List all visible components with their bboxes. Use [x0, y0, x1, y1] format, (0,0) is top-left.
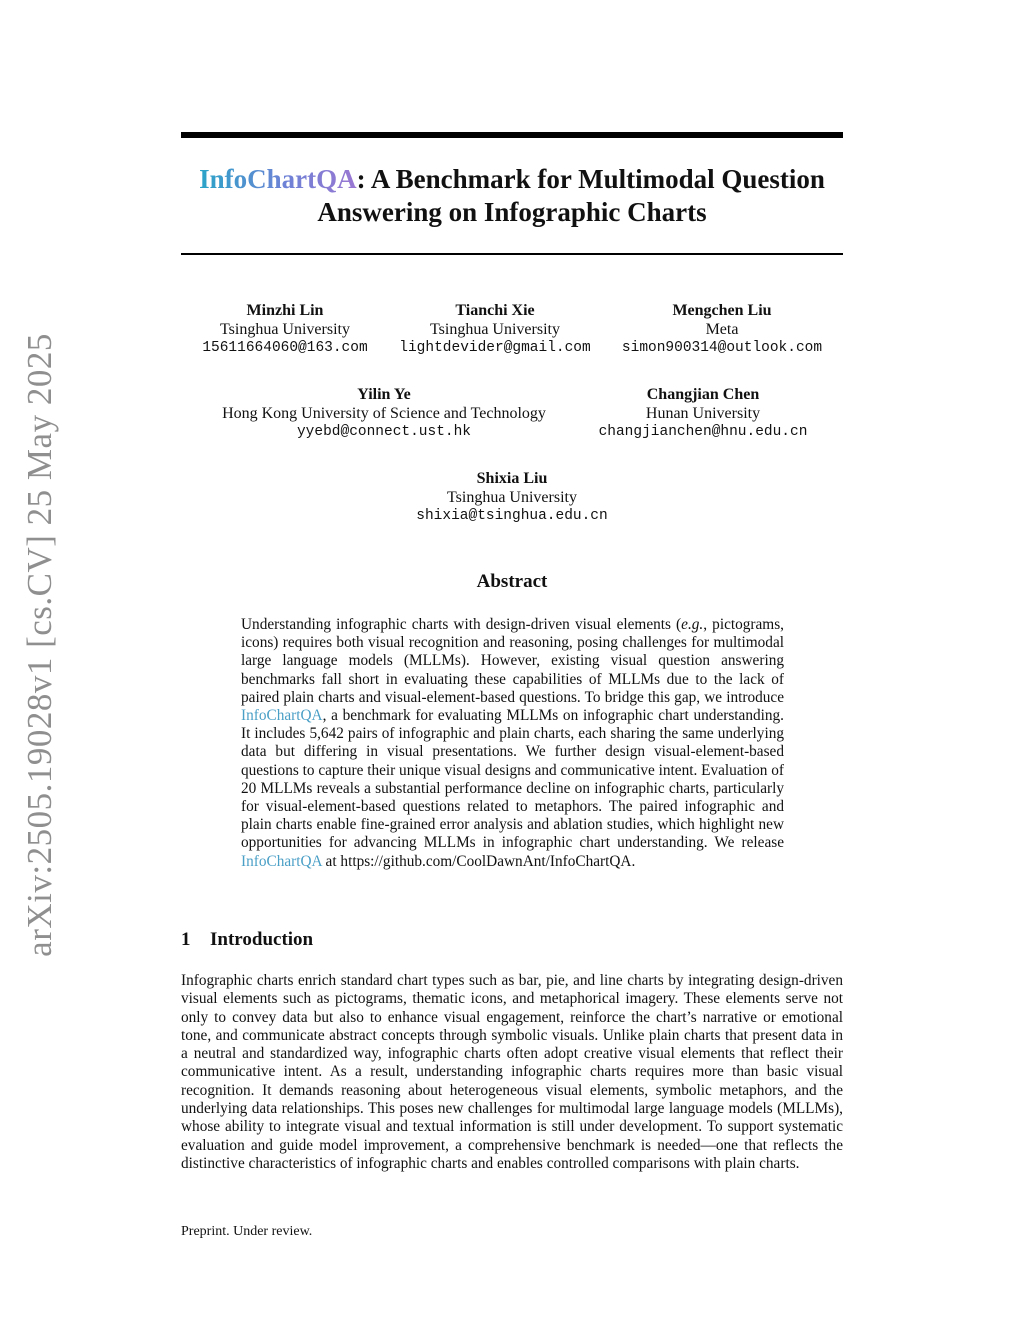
author-name: Yilin Ye — [357, 386, 411, 403]
infochartqa-link[interactable]: InfoChartQA — [241, 852, 322, 870]
paper-title — [181, 163, 843, 229]
author-name: Tianchi Xie — [455, 302, 535, 319]
author-affiliation: Tsinghua University — [447, 489, 577, 506]
footer-note: Preprint. Under review. — [181, 1224, 313, 1239]
introduction-paragraph: Infographic charts enrich standard chart types such as bar, pie, and line charts by integrating design-driven visual elements such as pictograms, thematic icons, and metaphorical imagery. These elements serve not only to convey data but also to enhance visual engagement, reinforce the chart’s narrative or emotional tone, and communicate abstract concepts through symbolic visuals. Unlike plain charts that present data in a neutral and standardized way, infographic charts often adopt creative visual elements that reflect their communicative intent. As a result, understanding infographic charts requires more than basic visual recognition. It demands reasoning about heterogeneous visual elements, symbolic metaphors, and the underlying data relationships. This poses new challenges for multimodal large language models (MLLMs), whose ability to integrate visual and textual information is still under development. To support systematic evaluation and guide model improvement, a comprehensive benchmark is needed—one that reflects the distinctive characteristics of infographic charts and enables controlled comparisons with plain charts. — [181, 972, 843, 1172]
infochartqa-link[interactable]: InfoChartQA — [241, 707, 323, 725]
author-affiliation: Tsinghua University — [220, 321, 350, 338]
author-email: yyebd@connect.ust.hk — [296, 424, 472, 440]
author-email: simon900314@outlook.com — [621, 340, 823, 356]
author-block — [392, 469, 632, 526]
author-block — [612, 301, 832, 358]
title-line2: Answering on Infographic Charts — [317, 197, 707, 227]
author-affiliation: Hunan University — [645, 405, 761, 422]
arxiv-stamp-text: arXiv:2505.19028v1 [cs.CV] 25 May 2025 — [20, 333, 59, 957]
author-block — [200, 385, 568, 442]
section-number: 1 — [181, 929, 191, 950]
author-email: 15611664060@163.com — [202, 340, 368, 356]
title-rule-bottom — [181, 253, 843, 255]
abstract-body: Understanding infographic charts with design-driven visual elements (e.g., pictograms, icons) requires both visual recognition and reasoning, posing challenges for multimodal large language models (MLLMs). However, existing visual question answering benchmarks fall short in evaluating these capabilities of MLLMs due to the lack of paired plain charts and visual-element-based questions. To bridge this gap, we introduce InfoChartQA, a benchmark for evaluating MLLMs on infographic chart understanding. It includes 5,642 pairs of infographic and plain charts, each sharing the same underlying data but differing in visual presentations. We further design visual-element-based questions to capture their unique visual designs and communicative intent. Evaluation of 20 MLLMs reveals a substantial performance decline on infographic charts, particularly for visual-element-based questions related to metaphors. The paired infographic and plain charts enable fine-grained error analysis and ablation studies, which highlight new opportunities for advancing MLLMs in infographic chart understanding. We release InfoChartQA at https://github.com/CoolDawnAnt/InfoChartQA. — [241, 616, 784, 870]
author-affiliation: Tsinghua University — [430, 321, 560, 338]
section-title: Introduction — [210, 929, 314, 950]
section-heading-introduction — [181, 929, 313, 951]
author-affiliation: Hong Kong University of Science and Technology — [222, 405, 546, 422]
author-affiliation: Meta — [705, 321, 739, 338]
author-block — [390, 301, 600, 358]
author-email: lightdevider@gmail.com — [399, 340, 591, 356]
arxiv-side-stamp — [20, 333, 60, 957]
author-email: changjianchen@hnu.edu.cn — [598, 424, 808, 440]
author-name: Mengchen Liu — [672, 302, 772, 319]
author-name: Shixia Liu — [476, 470, 548, 487]
author-block — [590, 385, 816, 442]
author-name: Changjian Chen — [646, 386, 760, 403]
author-email: shixia@tsinghua.edu.cn — [416, 508, 608, 524]
abstract-heading: Abstract — [476, 571, 548, 592]
author-name: Minzhi Lin — [246, 302, 324, 319]
title-line1-rest: : A Benchmark for Multimodal Question — [356, 164, 825, 194]
title-highlight: InfoChartQA — [199, 164, 357, 194]
title-rule-top — [181, 132, 843, 138]
author-block — [185, 301, 385, 358]
